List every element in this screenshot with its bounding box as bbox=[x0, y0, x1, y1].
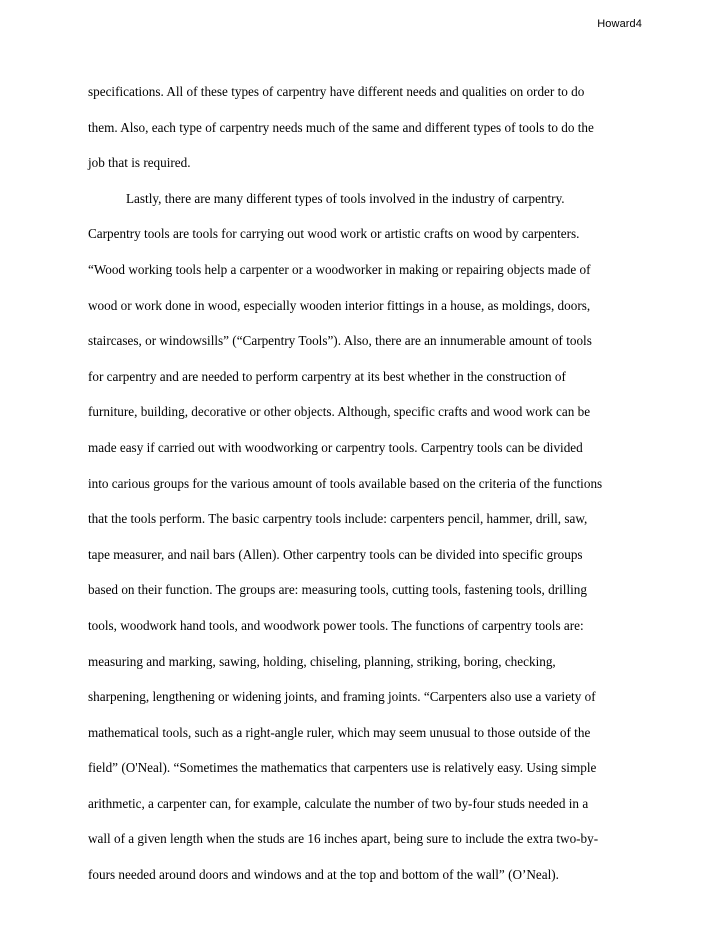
text-line: specifications. All of these types of carpentry have different needs and qualities on order to do bbox=[88, 84, 585, 99]
text-line: tape measurer, and nail bars (Allen). Other carpentry tools can be divided into specific groups bbox=[88, 546, 583, 562]
text-line: them. Also, each type of carpentry needs much of the same and different types of tools to do the bbox=[88, 119, 594, 135]
text-line: tools, woodwork hand tools, and woodwork power tools. The functions of carpentry tools are: bbox=[88, 617, 584, 633]
text-line: job that is required. bbox=[88, 155, 191, 171]
text-line: wall of a given length when the studs are 16 inches apart, being sure to include the extra two-by- bbox=[88, 831, 599, 847]
text-line: Carpentry tools are tools for carrying out wood work or artistic crafts on wood by carpenters. bbox=[88, 226, 580, 242]
text-line: made easy if carried out with woodworking or carpentry tools. Carpentry tools can be divided bbox=[88, 439, 583, 455]
text-line: that the tools perform. The basic carpentry tools include: carpenters pencil, hammer, drill, saw, bbox=[88, 511, 588, 527]
running-head: Howard4 bbox=[597, 18, 642, 30]
text-line: for carpentry and are needed to perform carpentry at its best whether in the construction of bbox=[88, 368, 566, 384]
text-line: staircases, or windowsills” (“Carpentry Tools”). Also, there are an innumerable amount of tools bbox=[88, 333, 592, 349]
text-line: arithmetic, a carpenter can, for example, calculate the number of two by-four studs needed in a bbox=[88, 795, 589, 811]
document-body bbox=[88, 80, 656, 899]
text-line: sharpening, lengthening or widening joints, and framing joints. “Carpenters also use a variety of bbox=[88, 689, 596, 705]
text-line: furniture, building, decorative or other objects. Although, specific crafts and wood work can be bbox=[88, 404, 591, 420]
paragraph-first-line: Lastly, there are many different types of tools involved in the industry of carpentry. bbox=[126, 190, 565, 206]
text-line: wood or work done in wood, especially wooden interior fittings in a house, as moldings, doors, bbox=[88, 297, 591, 313]
text-line: “Wood working tools help a carpenter or a woodworker in making or repairing objects made of bbox=[88, 261, 591, 277]
text-line: mathematical tools, such as a right-angle ruler, which may seem unusual to those outside of the bbox=[88, 724, 591, 740]
text-line: field” (O'Neal). “Sometimes the mathematics that carpenters use is relatively easy. Using simple bbox=[88, 760, 597, 776]
text-line: fours needed around doors and windows and at the top and bottom of the wall” (O’Neal). bbox=[88, 867, 559, 883]
text-line: based on their function. The groups are: measuring tools, cutting tools, fastening tools, drilling bbox=[88, 582, 587, 598]
text-line: into carious groups for the various amount of tools available based on the criteria of the functions bbox=[88, 475, 603, 491]
text-line: measuring and marking, sawing, holding, chiseling, planning, striking, boring, checking, bbox=[88, 653, 556, 669]
